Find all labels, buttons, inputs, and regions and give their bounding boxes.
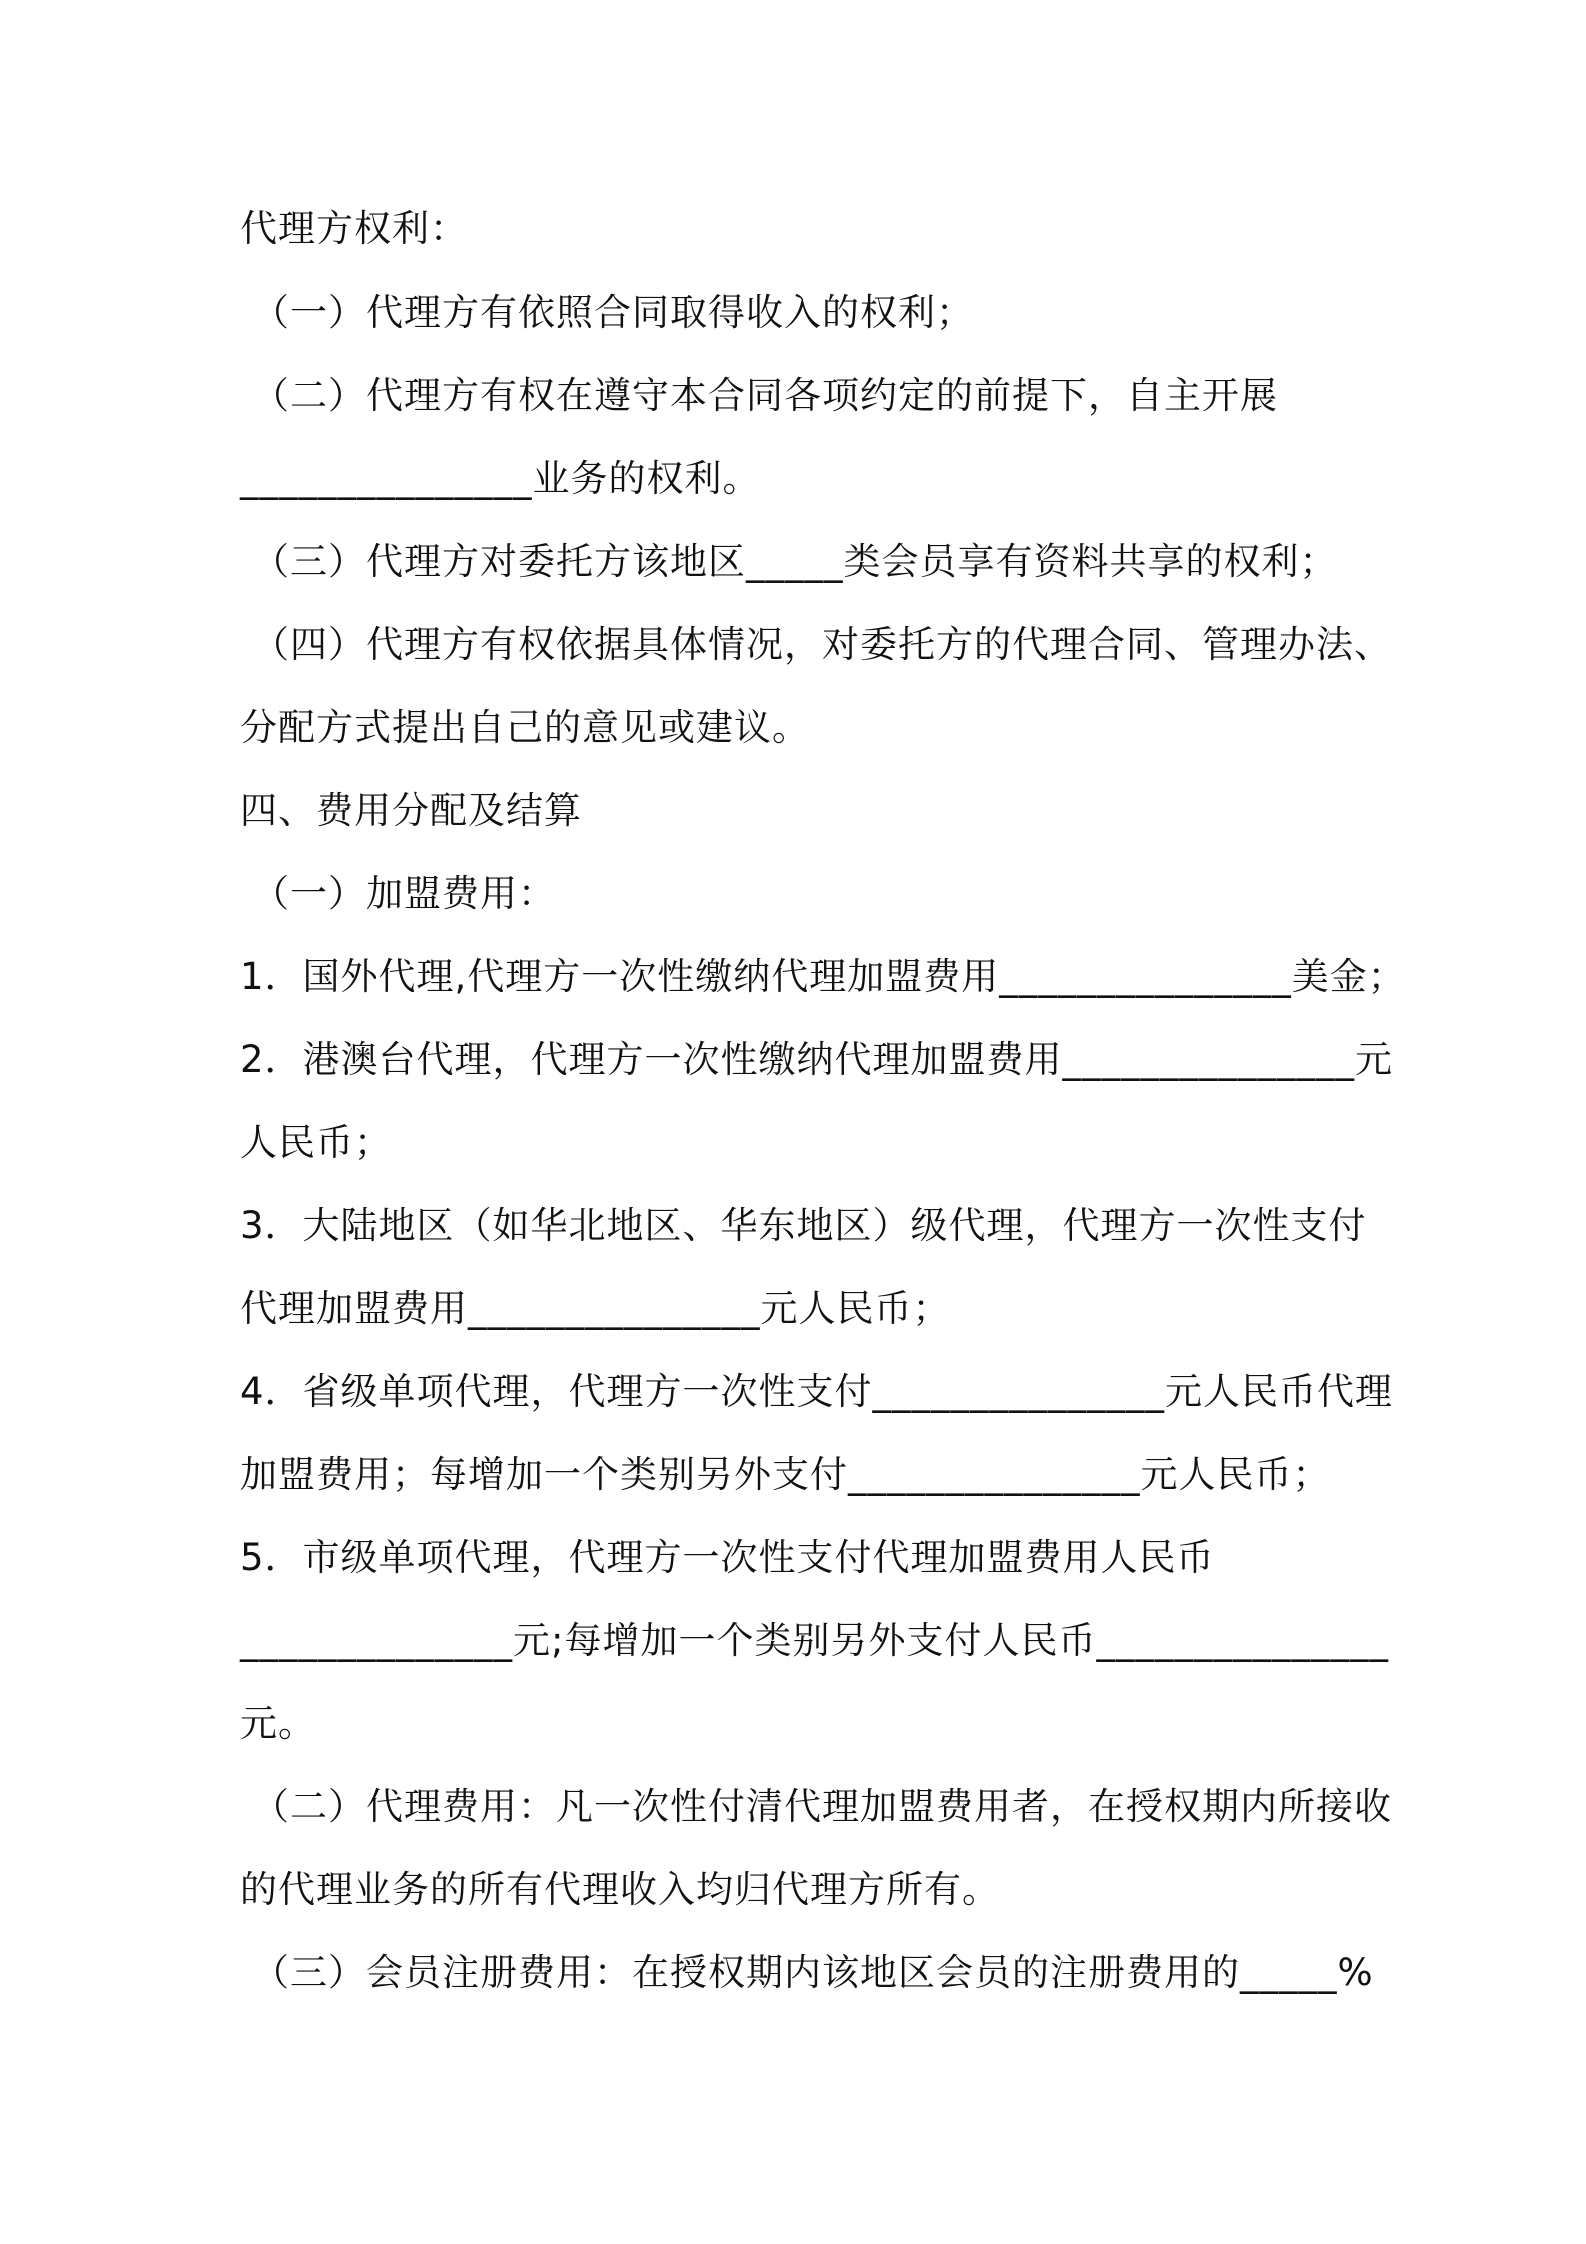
- clause-line: 3．大陆地区（如华北地区、华东地区）级代理，代理方一次性支付: [240, 1204, 1367, 1247]
- clause-line: 人民币；: [240, 1121, 392, 1164]
- clause-line: （二）代理费用：凡一次性付清代理加盟费用者，在授权期内所接收: [252, 1785, 1392, 1828]
- clause-line: _______________业务的权利。: [240, 457, 761, 500]
- clause-line: 的代理业务的所有代理收入均归代理方所有。: [240, 1868, 1000, 1911]
- clause-line: 2．港澳台代理，代理方一次性缴纳代理加盟费用_______________元: [240, 1038, 1394, 1081]
- subsection-heading: （一）加盟费用：: [252, 872, 556, 915]
- clause-line: 5．市级单项代理，代理方一次性支付代理加盟费用人民币: [240, 1536, 1215, 1579]
- clause-line: 加盟费用；每增加一个类别另外支付_______________元人民币；: [240, 1453, 1331, 1496]
- clause-line: 1．国外代理,代理方一次性缴纳代理加盟费用_______________美金；: [240, 955, 1406, 998]
- clause-line: （四）代理方有权依据具体情况，对委托方的代理合同、管理办法、: [252, 623, 1392, 666]
- clause-line: 元。: [240, 1702, 316, 1745]
- section-heading-fees: 四、费用分配及结算: [240, 789, 582, 832]
- clause-line: 代理加盟费用_______________元人民币；: [240, 1287, 951, 1330]
- clause-line: 4．省级单项代理，代理方一次性支付_______________元人民币代理: [240, 1370, 1394, 1413]
- clause-line: ______________元;每增加一个类别另外支付人民币_______________: [240, 1619, 1389, 1662]
- clause-line: （三）会员注册费用：在授权期内该地区会员的注册费用的_____%: [252, 1951, 1374, 1994]
- section-heading-agent-rights: 代理方权利：: [240, 207, 468, 250]
- clause-line: （一）代理方有依照合同取得收入的权利；: [252, 291, 974, 334]
- clause-line: 分配方式提出自己的意见或建议。: [240, 706, 810, 749]
- clause-line: （二）代理方有权在遵守本合同各项约定的前提下，自主开展: [252, 374, 1278, 417]
- clause-line: （三）代理方对委托方该地区_____类会员享有资料共享的权利；: [252, 540, 1338, 583]
